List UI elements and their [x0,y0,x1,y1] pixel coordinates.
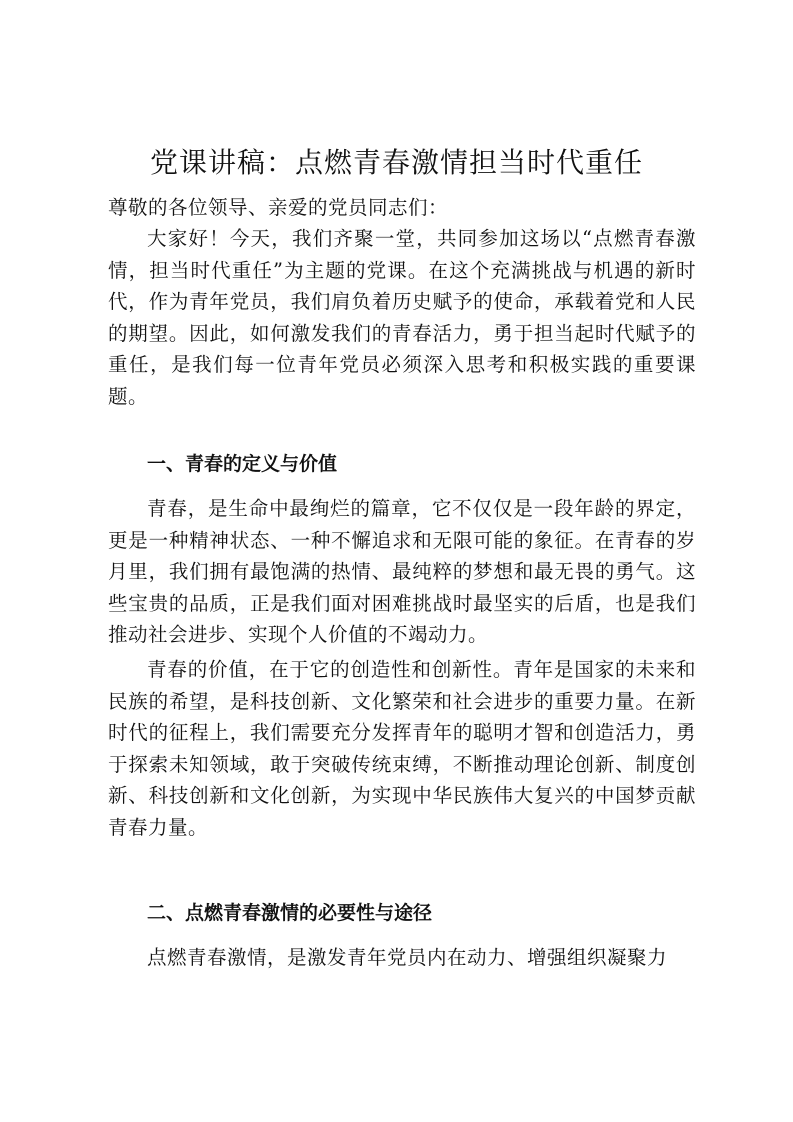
paragraph-youth-definition: 青春，是生命中最绚烂的篇章，它不仅仅是一段年龄的界定，更是一种精神状态、一种不懈追求和无限可能的象征。在青春的岁月里，我们拥有最饱满的热情、最纯粹的梦想和最无畏的勇气。这些宝贵的品质，正是我们面对困难挑战时最坚实的后盾，也是我们推动社会进步、实现个人价值的不竭动力。 [108,497,696,647]
page-title: 党课讲稿：点燃青春激情担当时代重任 [149,146,643,179]
paragraph-intro: 大家好！今天，我们齐聚一堂，共同参加这场以“点燃青春激情，担当时代重任”为主题的党课。在这个充满挑战与机遇的新时代，作为青年党员，我们肩负着历史赋予的使命，承载着党和人民的期望。因此，如何激发我们的青春活力，勇于担当起时代赋予的重任，是我们每一位青年党员必须深入思考和积极实践的重要课题。 [108,227,696,408]
paragraph-youth-value: 青春的价值，在于它的创造性和创新性。青年是国家的未来和民族的希望，是科技创新、文化繁荣和社会进步的重要力量。在新时代的征程上，我们需要充分发挥青年的聪明才智和创造活力，勇于探索未知领域，敢于突破传统束缚，不断推动理论创新、制度创新、科技创新和文化创新，为实现中华民族伟大复兴的中国梦贡献青春力量。 [108,658,696,839]
salutation: 尊敬的各位领导、亲爱的党员同志们： [108,196,449,219]
section-heading-1: 一、青春的定义与价值 [147,453,338,475]
paragraph-passion: 点燃青春激情，是激发青年党员内在动力、增强组织凝聚力 [147,946,668,969]
section-heading-2: 二、点燃青春激情的必要性与途径 [147,902,433,924]
